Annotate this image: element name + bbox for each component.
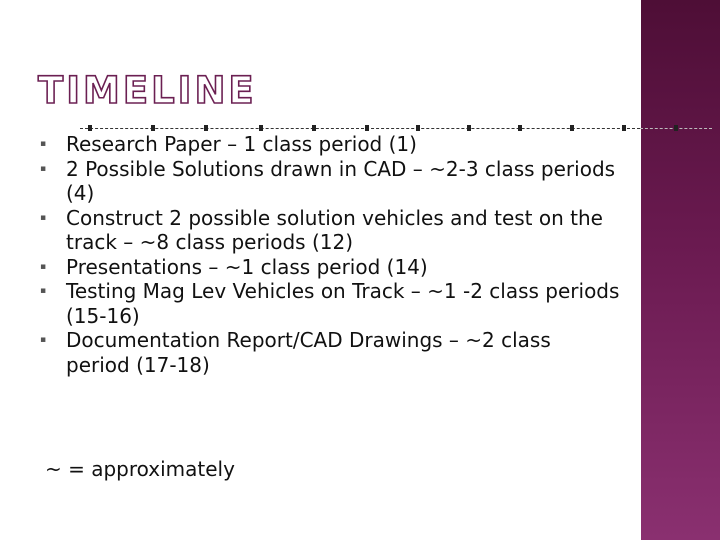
bullet-marker: ▪ xyxy=(40,335,47,345)
divider-dot xyxy=(416,125,420,131)
timeline-list xyxy=(40,132,620,377)
timeline-item-text: Research Paper – 1 class period (1) xyxy=(66,132,417,156)
title-divider xyxy=(80,128,640,129)
divider-dot xyxy=(518,125,522,131)
timeline-item xyxy=(40,255,620,280)
bullet-marker: ▪ xyxy=(40,261,47,272)
timeline-item xyxy=(40,206,620,255)
divider-dot xyxy=(622,125,626,131)
bullet-marker: ▪ xyxy=(40,212,47,223)
bullet-marker: ▪ xyxy=(40,286,47,296)
divider-dot xyxy=(365,125,369,131)
timeline-item-text: Presentations – ~1 class period (14) xyxy=(66,254,428,279)
footnote: ~ = approximately xyxy=(45,457,235,481)
side-accent-band xyxy=(641,0,720,540)
slide-title: TIMELINE xyxy=(38,69,257,112)
timeline-item xyxy=(40,157,620,206)
timeline-item-text: Construct 2 possible solution vehicles and test on the track – ~8 class periods (12) xyxy=(66,205,603,254)
timeline-item xyxy=(40,279,620,328)
bullet-marker: ▪ xyxy=(40,139,47,149)
bullet-marker: ▪ xyxy=(40,163,47,174)
divider-dot xyxy=(259,125,263,131)
divider-dot xyxy=(312,125,316,131)
timeline-item-text: 2 Possible Solutions drawn in CAD – ~2-3 class periods (4) xyxy=(66,156,616,205)
timeline-item-text: Testing Mag Lev Vehicles on Track – ~1 -2 class periods (15-16) xyxy=(66,279,620,328)
timeline-item xyxy=(40,132,620,157)
divider-dot xyxy=(204,125,208,131)
timeline-item xyxy=(40,328,620,377)
divider-dot xyxy=(570,125,574,131)
timeline-item-text: Documentation Report/CAD Drawings – ~2 class period (17-18) xyxy=(66,328,551,377)
divider-dot xyxy=(88,125,92,131)
divider-dot xyxy=(151,125,155,131)
divider-dot xyxy=(467,125,471,131)
divider-dot xyxy=(674,125,678,131)
